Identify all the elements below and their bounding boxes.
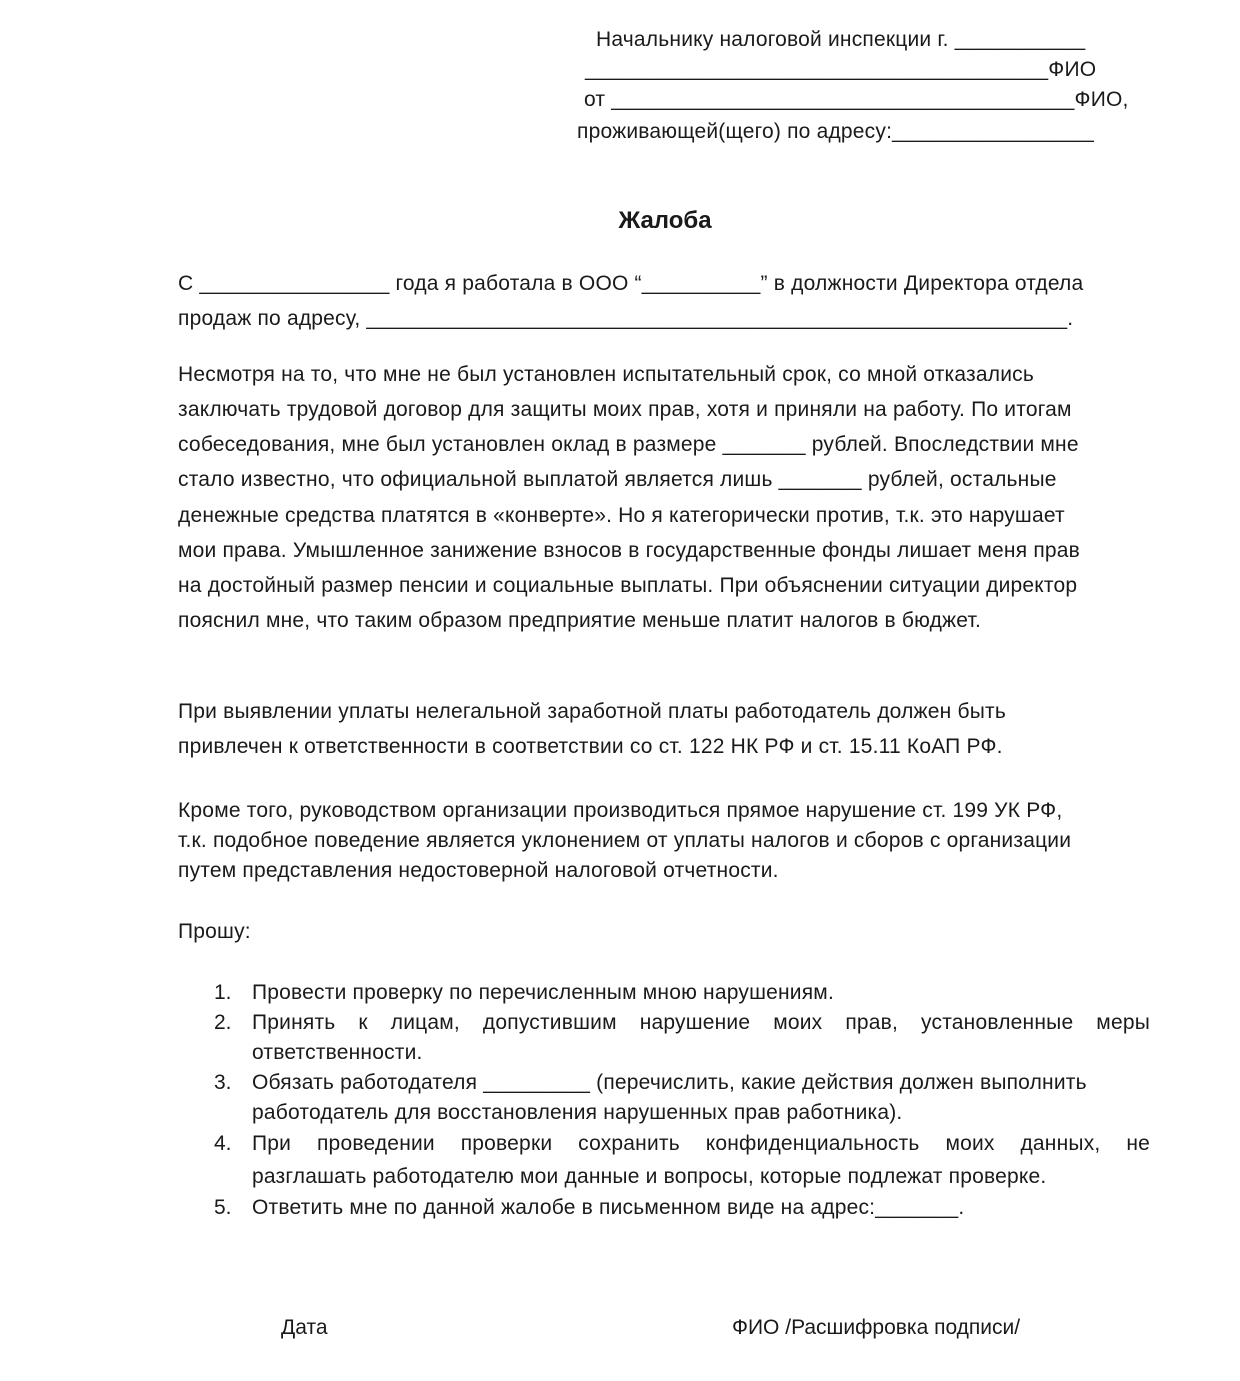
list-item: При проведении проверки сохранить конфиденциальность моих данных, не xyxy=(252,1132,1150,1155)
list-item: Ответить мне по данной жалобе в письменном виде на адрес:_______. xyxy=(252,1196,965,1219)
sender-address-line: проживающей(щего) по адресу:_________________ xyxy=(577,120,1095,143)
paragraph-line: путем представления недостоверной налоговой отчетности. xyxy=(178,859,779,882)
paragraph-line: заключать трудовой договор для защиты моих прав, хотя и приняли на работу. По итогам xyxy=(178,398,1072,421)
paragraph-line: денежные средства платятся в «конверте». Но я категорически против, т.к. это нарушает xyxy=(178,504,1065,527)
list-item: Обязать работодателя _________ (перечислить, какие действия должен выполнить xyxy=(252,1071,1087,1094)
list-number: 2. xyxy=(214,1011,232,1034)
sender-line: от _______________________________________ФИО, xyxy=(584,88,1129,111)
date-label: Дата xyxy=(281,1316,328,1339)
list-number: 3. xyxy=(214,1071,232,1094)
intro-line: С ________________ года я работала в ООО “__________” в должности Директора отдела xyxy=(178,272,1084,295)
list-number: 5. xyxy=(214,1196,232,1219)
list-item-continuation: разглашать работодателю мои данные и вопросы, которые подлежат проверке. xyxy=(252,1165,1047,1188)
paragraph-line: т.к. подобное поведение является уклонением от уплаты налогов и сборов с организации xyxy=(178,829,1072,852)
paragraph-line: При выявлении уплаты нелегальной заработной платы работодатель должен быть xyxy=(178,700,1006,723)
list-item: Принять к лицам, допустившим нарушение моих прав, установленные меры xyxy=(252,1011,1150,1034)
paragraph-line: на достойный размер пенсии и социальные выплаты. При объяснении ситуации директор xyxy=(178,574,1078,597)
list-item-continuation: ответственности. xyxy=(252,1041,423,1064)
document-title: Жалоба xyxy=(618,207,712,234)
list-number: 1. xyxy=(214,981,232,1004)
paragraph-line: пояснил мне, что таким образом предприятие меньше платит налогов в бюджет. xyxy=(178,609,982,632)
intro-line: продаж по адресу, ___________________________________________________________. xyxy=(178,307,1074,330)
paragraph-line: собеседования, мне был установлен оклад в размере _______ рублей. Впоследствии мне xyxy=(178,433,1079,456)
paragraph-line: привлечен к ответственности в соответствии со ст. 122 НК РФ и ст. 15.11 КоАП РФ. xyxy=(178,735,1003,758)
paragraph-line: мои права. Умышленное занижение взносов в государственные фонды лишает меня прав xyxy=(178,539,1080,562)
list-item-continuation: работодатель для восстановления нарушенных прав работника). xyxy=(252,1101,903,1124)
list-item: Провести проверку по перечисленным мною нарушениям. xyxy=(252,981,834,1004)
request-label: Прошу: xyxy=(178,920,251,943)
paragraph-line: Кроме того, руководством организации производиться прямое нарушение ст. 199 УК РФ, xyxy=(178,799,1063,822)
addressee-name-line: _______________________________________ФИО xyxy=(585,58,1097,81)
list-number: 4. xyxy=(214,1132,232,1155)
paragraph-line: стало известно, что официальной выплатой является лишь _______ рублей, остальные xyxy=(178,468,1057,491)
paragraph-line: Несмотря на то, что мне не был установлен испытательный срок, со мной отказались xyxy=(178,363,1034,386)
addressee-line: Начальнику налоговой инспекции г. ___________ xyxy=(596,28,1086,51)
signature-label: ФИО /Расшифровка подписи/ xyxy=(732,1316,1021,1339)
